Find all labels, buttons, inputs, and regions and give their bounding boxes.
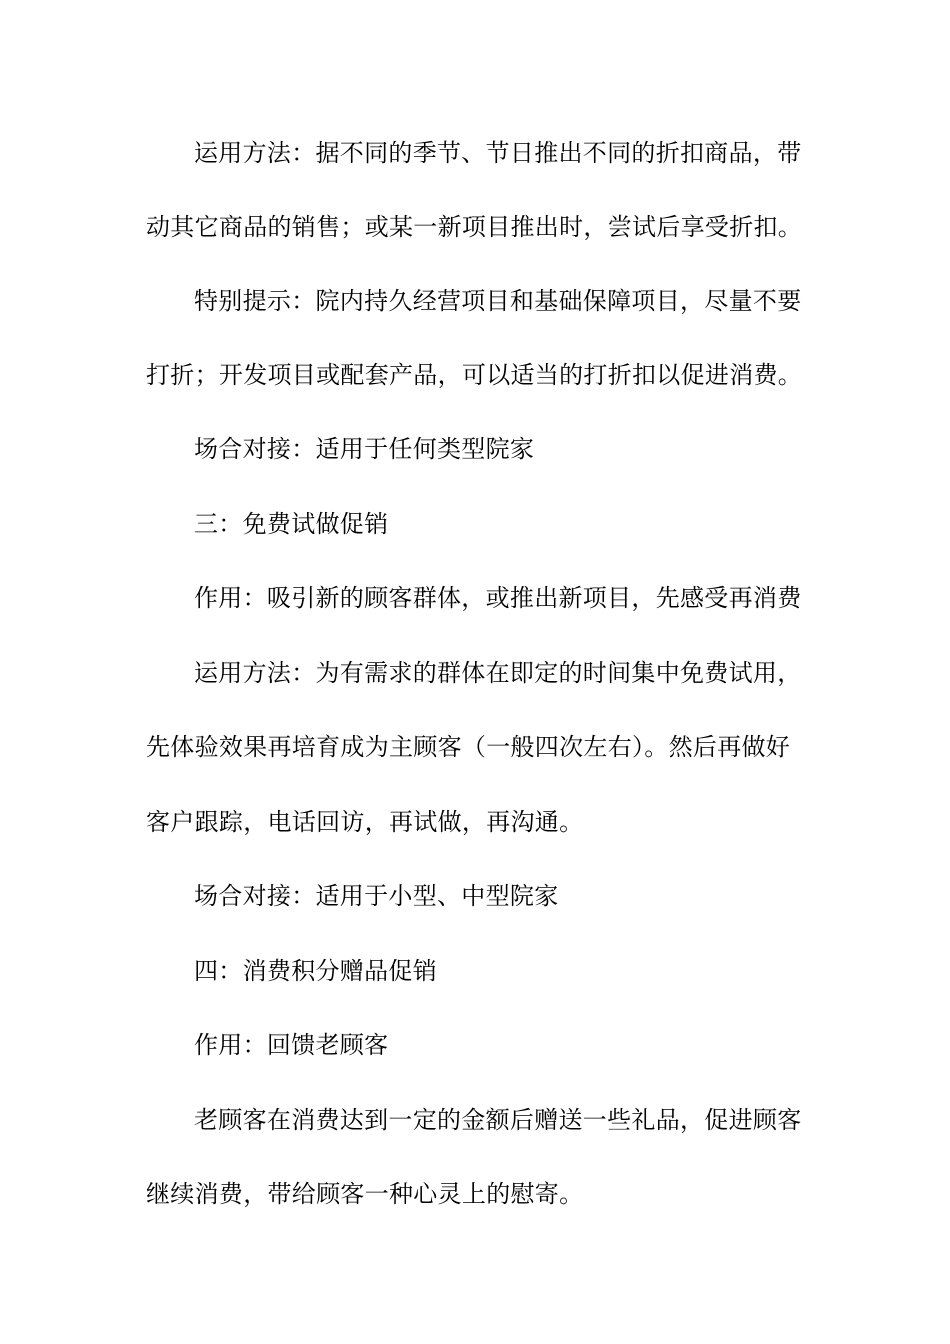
paragraph-line: 打折；开发项目或配套产品，可以适当的打折扣以促进消费。 xyxy=(146,361,803,389)
paragraph-line: 特别提示：院内持久经营项目和基础保障项目，尽量不要 xyxy=(194,287,802,315)
paragraph-line: 场合对接：适用于小型、中型院家 xyxy=(194,882,559,910)
section-heading: 三：免费试做促销 xyxy=(194,510,389,538)
paragraph-line: 老顾客在消费达到一定的金额后赠送一些礼品，促进顾客 xyxy=(194,1106,802,1134)
paragraph-line: 作用：吸引新的顾客群体，或推出新项目，先感受再消费 xyxy=(194,584,802,612)
paragraph-line: 客户跟踪，电话回访，再试做，再沟通。 xyxy=(146,808,584,836)
paragraph-line: 继续消费，带给顾客一种心灵上的慰寄。 xyxy=(146,1180,584,1208)
paragraph-line: 运用方法：为有需求的群体在即定的时间集中免费试用， xyxy=(194,659,802,687)
paragraph-line: 先体验效果再培育成为主顾客（一般四次左右）。然后再做好 xyxy=(146,733,791,761)
paragraph-line: 场合对接：适用于任何类型院家 xyxy=(194,435,535,463)
paragraph-line: 作用：回馈老顾客 xyxy=(194,1031,389,1059)
paragraph-line: 动其它商品的销售；或某一新项目推出时，尝试后享受折扣。 xyxy=(146,213,803,241)
section-heading: 四：消费积分赠品促销 xyxy=(194,957,437,985)
paragraph-line: 运用方法：据不同的季节、节日推出不同的折扣商品，带 xyxy=(194,139,802,167)
